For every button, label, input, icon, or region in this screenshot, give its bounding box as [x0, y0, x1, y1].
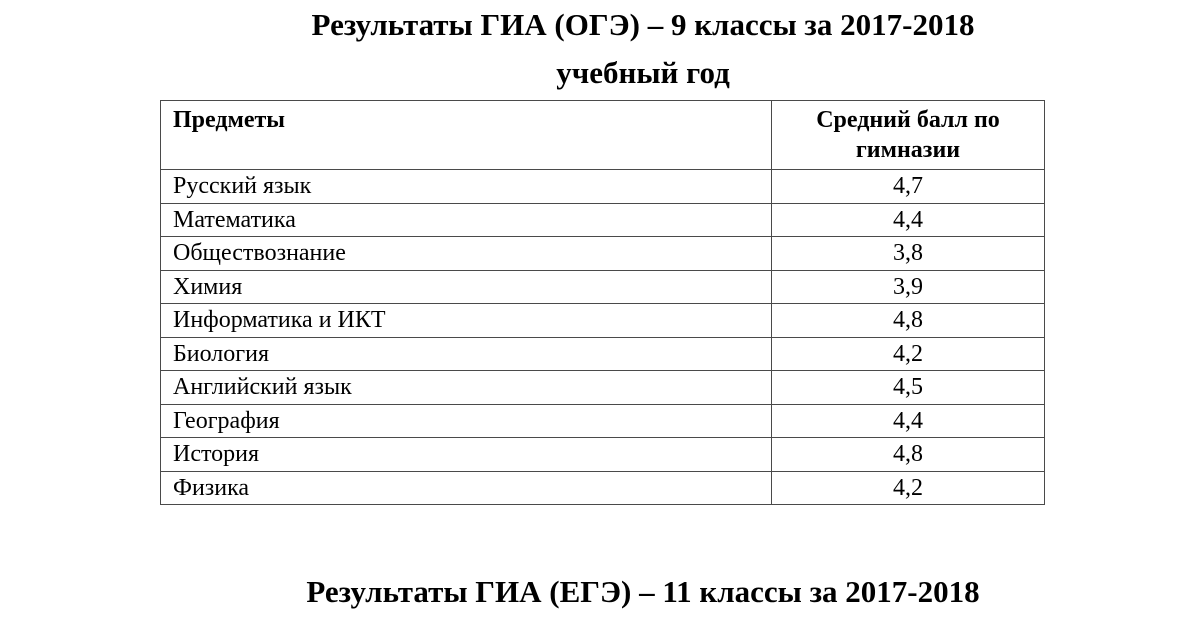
subject-cell: Информатика и ИКТ	[161, 304, 772, 338]
subject-cell: География	[161, 404, 772, 438]
table-row	[161, 270, 1045, 304]
table-row	[161, 203, 1045, 237]
oge-title	[0, 1, 1200, 97]
score-cell: 3,8	[772, 237, 1045, 271]
table-row	[161, 471, 1045, 505]
table-header-row	[161, 101, 1045, 170]
subject-cell: История	[161, 438, 772, 472]
score-cell: 4,2	[772, 337, 1045, 371]
table-row	[161, 170, 1045, 204]
table-row	[161, 337, 1045, 371]
subject-cell: Математика	[161, 203, 772, 237]
subject-cell: Химия	[161, 270, 772, 304]
score-cell: 3,9	[772, 270, 1045, 304]
subject-cell: Английский язык	[161, 371, 772, 405]
score-cell: 4,8	[772, 304, 1045, 338]
score-cell: 4,4	[772, 404, 1045, 438]
ege-title	[0, 568, 1200, 616]
score-cell: 4,8	[772, 438, 1045, 472]
subject-cell: Обществознание	[161, 237, 772, 271]
table-row	[161, 438, 1045, 472]
subject-cell: Биология	[161, 337, 772, 371]
subject-cell: Русский язык	[161, 170, 772, 204]
table-row	[161, 371, 1045, 405]
oge-results-table	[160, 100, 1045, 505]
oge-title-line-1: Результаты ГИА (ОГЭ) – 9 классы за 2017-2018	[311, 7, 975, 42]
table-row	[161, 404, 1045, 438]
score-cell: 4,2	[772, 471, 1045, 505]
score-cell: 4,7	[772, 170, 1045, 204]
header-subject: Предметы	[161, 101, 772, 170]
score-cell: 4,5	[772, 371, 1045, 405]
oge-title-line-2: учебный год	[556, 55, 730, 90]
table-row	[161, 237, 1045, 271]
score-cell: 4,4	[772, 203, 1045, 237]
subject-cell: Физика	[161, 471, 772, 505]
table-row	[161, 304, 1045, 338]
header-average-score: Средний балл по гимназии	[772, 101, 1045, 170]
ege-title-line-1: Результаты ГИА (ЕГЭ) – 11 классы за 2017-2018	[306, 574, 980, 609]
